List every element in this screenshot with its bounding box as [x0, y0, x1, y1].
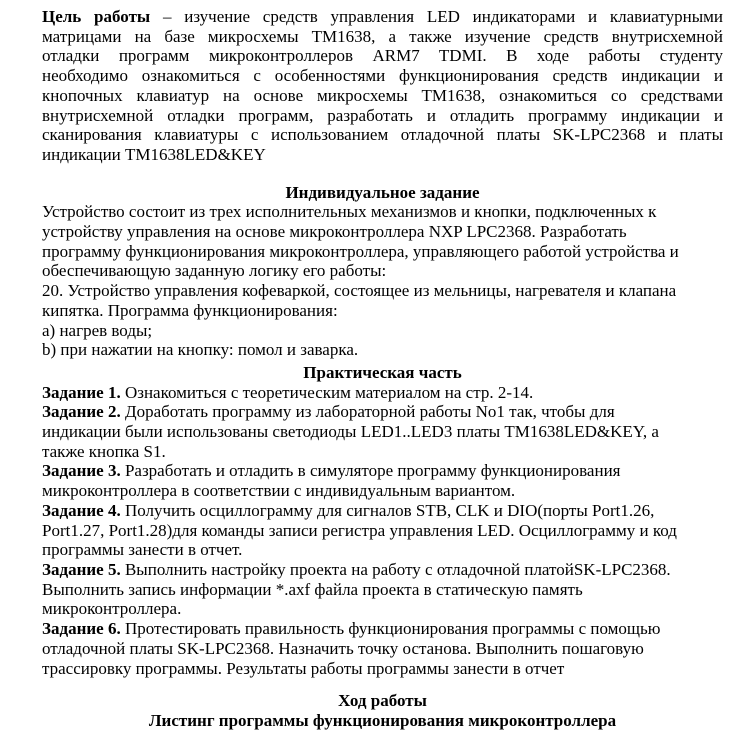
- variant-line: 20. Устройство управления кофеваркой, состоящее из мельницы, нагревателя и клапана: [42, 281, 677, 301]
- goal-lead: Цель работы: [42, 7, 151, 26]
- goal-line: внутрисхемной отладки программ, разработать и отладить программу индикации и: [42, 105, 723, 125]
- list-item-b: b) при нажатии на кнопку: помол и заварка.: [42, 340, 359, 360]
- individual-intro-paragraph: [42, 202, 723, 281]
- task-line: [42, 383, 723, 403]
- task-lead: Задание 2.: [42, 402, 121, 422]
- listing-heading: Листинг программы функционирования микроконтроллера: [148, 710, 617, 730]
- task-text: Ознакомиться с теоретическим материалом на стр. 2-14.: [120, 382, 534, 402]
- task-paragraph: [42, 501, 723, 560]
- task-paragraph: [42, 383, 723, 403]
- task-text: Протестировать правильность функционирования программы с помощью: [120, 619, 661, 639]
- course-heading: Ход работы: [338, 691, 427, 711]
- task-lead: Задание 5.: [42, 559, 121, 579]
- task-line: [42, 461, 723, 481]
- task-text: Получить осциллограмму для сигналов STB, CLK и DIO(порты Port1.26,: [120, 500, 655, 520]
- task-line: Port1.27, Port1.28)для команды записи регистра управления LED. Осциллограмму и код: [42, 520, 677, 540]
- task-text: Выполнить настройку проекта на работу с отладочной платойSK-LPC2368.: [120, 559, 671, 579]
- goal-line: отладки программ микроконтроллеров ARM7 TDMI. В ходе работы студенту: [42, 46, 723, 66]
- task-paragraph: [42, 560, 723, 619]
- task-line: [42, 560, 723, 580]
- intro-line: программу функционирования микроконтроллера, управляющего работой устройства и: [42, 241, 679, 261]
- variant-paragraph: [42, 281, 723, 320]
- task-lead: Задание 6.: [42, 619, 121, 639]
- intro-line: устройству управления на основе микроконтроллера NXP LPC2368. Разработать: [42, 222, 627, 242]
- task-paragraph: [42, 619, 723, 678]
- task-line: микроконтроллера.: [42, 599, 182, 619]
- goal-line: сканирования клавиатуры с использованием отладочной платы SK-LPC2368 и платы: [42, 125, 723, 145]
- goal-line: матрицами на базе микросхемы TM1638, а также изучение средств внутрисхемной: [42, 26, 723, 46]
- task-line: [42, 619, 723, 639]
- task-lead: Задание 3.: [42, 461, 121, 481]
- goal-paragraph: [42, 7, 723, 165]
- task-paragraph: [42, 461, 723, 500]
- intro-line: Устройство состоит из трех исполнительных механизмов и кнопки, подключенных к: [42, 202, 657, 222]
- intro-line: обеспечивающую заданную логику его работы:: [42, 261, 387, 281]
- task-text: Разработать и отладить в симуляторе программу функционирования: [120, 461, 621, 481]
- goal-line: необходимо ознакомиться с особенностями функционирования средств индикации и: [42, 66, 723, 86]
- goal-line-text: – изучение средств управления LED индикаторами и клавиатурными: [150, 7, 723, 26]
- task-line: [42, 501, 723, 521]
- goal-line: кнопочных клавиатур на основе микросхемы TM1638, ознакомиться со средствами: [42, 85, 723, 105]
- task-lead: Задание 1.: [42, 382, 121, 402]
- goal-line: [42, 7, 723, 27]
- goal-line: индикации TM1638LED&KEY: [42, 144, 266, 164]
- task-paragraph: [42, 402, 723, 461]
- task-lead: Задание 4.: [42, 500, 121, 520]
- variant-line: кипятка. Программа функционирования:: [42, 300, 338, 320]
- individual-heading: Индивидуальное задание: [285, 182, 480, 202]
- task-line: отладочной платы SK-LPC2368. Назначить точку останова. Выполнить пошаговую: [42, 638, 644, 658]
- task-line: Выполнить запись информации *.axf файла проекта в статическую память: [42, 579, 583, 599]
- task-line: программы занести в отчет.: [42, 540, 243, 560]
- task-line: [42, 402, 723, 422]
- task-line: также кнопка S1.: [42, 441, 166, 461]
- list-item-a: a) нагрев воды;: [42, 320, 153, 340]
- practical-heading: Практическая часть: [303, 362, 462, 382]
- task-line: трассировку программы. Результаты работы программы занести в отчет: [42, 658, 565, 678]
- task-line: микроконтроллера в соответствии с индивидуальным вариантом.: [42, 481, 516, 501]
- task-line: индикации были использованы светодиоды LED1..LED3 платы TM1638LED&KEY, а: [42, 422, 659, 442]
- task-text: Доработать программу из лабораторной работы No1 так, чтобы для: [120, 402, 615, 422]
